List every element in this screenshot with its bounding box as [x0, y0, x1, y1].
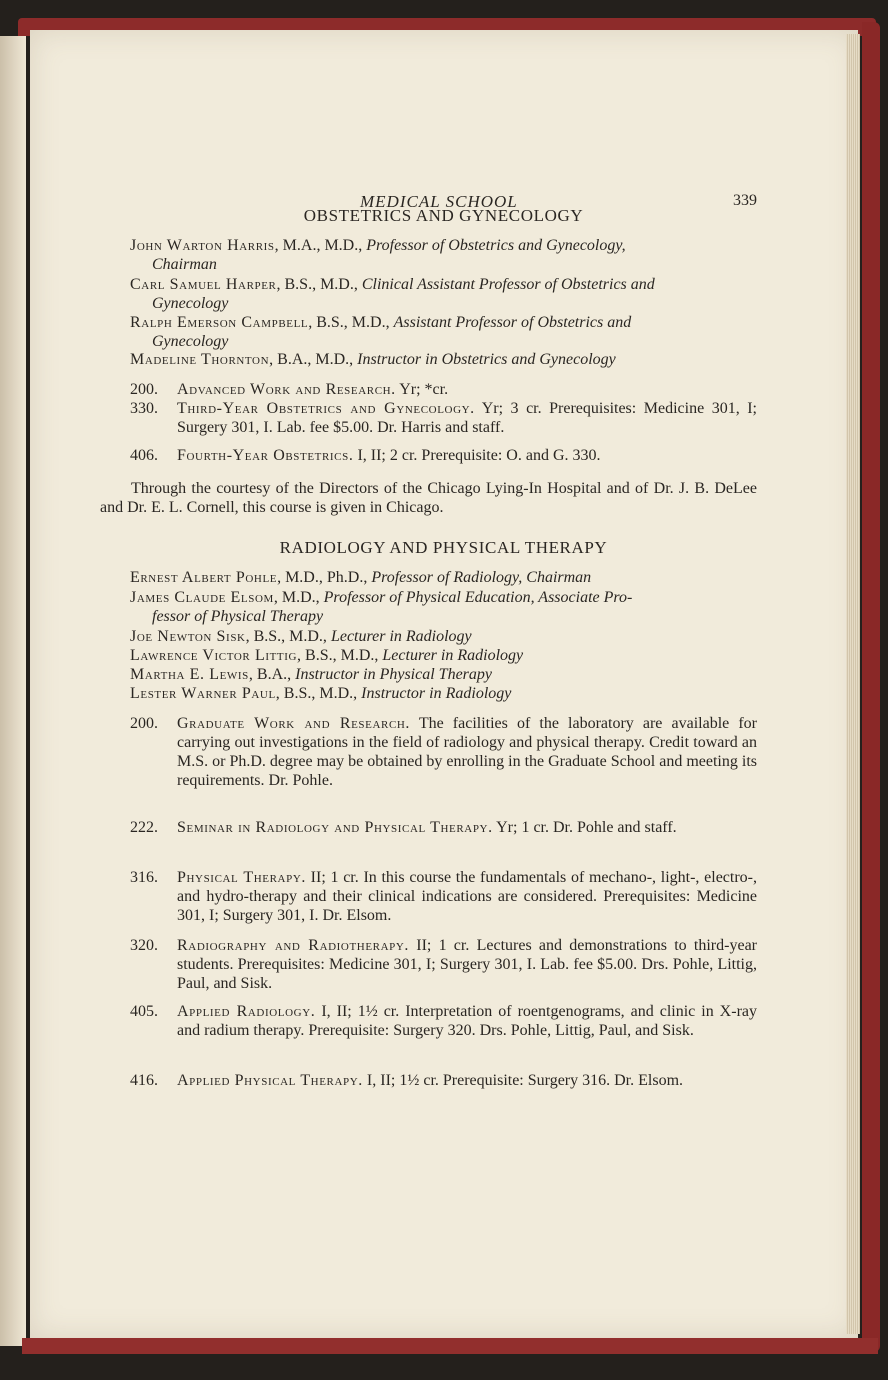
faculty-entry [130, 588, 757, 626]
faculty-name: Martha E. Lewis [130, 666, 249, 683]
faculty-name: Ernest Albert Pohle [130, 569, 278, 586]
faculty-degrees: , B.S., M.D., [276, 276, 362, 293]
course-title: Seminar in Radiology and Physical Therapy. [177, 819, 493, 836]
course-text: II; 1 cr. In this course the fundamentals of mechano-, light-, electro-, and hydro-therapy and their clinical indications are considered. Prerequisites: Medicine 301, I; Surgery 301, I. Dr. Elsom. [177, 869, 757, 924]
faculty-title: Lecturer in Radiology [330, 628, 472, 645]
course-number: 406. [130, 447, 158, 464]
course-title: Radiography and Radiotherapy. [177, 937, 409, 954]
faculty-degrees: , B.A., M.D., [269, 351, 358, 368]
course-number: 222. [130, 819, 158, 836]
faculty-name: Lester Warner Paul [130, 685, 276, 702]
book-page [30, 30, 858, 1338]
course-title: Physical Therapy. [177, 869, 306, 886]
course-entry [130, 936, 757, 993]
faculty-degrees: , M.D., [273, 589, 324, 606]
faculty-degrees: , B.S., M.D., [308, 314, 394, 331]
course-text: I, II; 1½ cr. Interpretation of roentgenograms, and clinic in X-ray and radium therapy. Prerequisite: Surgery 320. Drs. Pohle, Littig, Paul, and Sisk. [177, 1003, 757, 1039]
faculty-title: Lecturer in Radiology [382, 647, 524, 664]
course-entry [130, 868, 757, 925]
faculty-name: John Warton Harris [130, 237, 275, 254]
course-number: 200. [130, 381, 158, 398]
course-number: 316. [130, 869, 158, 886]
course-text: Yr; 1 cr. Dr. Pohle and staff. [492, 819, 677, 836]
course-number: 416. [130, 1072, 158, 1089]
faculty-entry [130, 236, 757, 274]
course-number: 320. [130, 937, 158, 954]
faculty-name: Madeline Thornton [130, 351, 270, 368]
course-number: 330. [130, 400, 158, 417]
book-cover-right [862, 22, 880, 1352]
page-block-edge [846, 34, 860, 1334]
faculty-degrees: , B.S., M.D., [275, 685, 362, 702]
faculty-name: Lawrence Victor Littig [130, 647, 298, 664]
faculty-entry [130, 275, 757, 313]
faculty-entry [130, 350, 757, 369]
course-note-text: Through the courtesy of the Directors of the Chicago Lying-In Hospital and of Dr. J. B. DeLee and Dr. E. L. Cornell, this course is given in Chicago. [100, 480, 757, 516]
faculty-title: Professor of Radiology, Chairman [371, 569, 592, 586]
running-title: MEDICAL SCHOOL [360, 192, 518, 211]
faculty-title-cont: Gynecology [152, 295, 229, 312]
section-heading-obgyn: OBSTETRICS AND GYNECOLOGY [303, 206, 584, 225]
faculty-title: Instructor in Physical Therapy [295, 666, 492, 683]
course-text: The facilities of the laboratory are available for carrying out investigations in the field of radiology and physical therapy. Credit toward an M.S. or Ph.D. degree may be obtained by enrolling in the Graduate School and meeting its requirements. Dr. Pohle. [177, 715, 757, 789]
faculty-title-cont: Chairman [152, 256, 217, 273]
faculty-name: Joe Newton Sisk [130, 628, 246, 645]
faculty-title-cont: fessor of Physical Therapy [152, 608, 324, 625]
faculty-title: Assistant Professor of Obstetrics and [393, 314, 632, 331]
book-cover-bottom [22, 1338, 878, 1354]
course-entry [130, 714, 757, 790]
faculty-title-cont: Gynecology [152, 333, 229, 350]
course-note [100, 479, 757, 517]
faculty-entry [130, 665, 757, 684]
section-heading-radiology: RADIOLOGY AND PHYSICAL THERAPY [279, 538, 608, 557]
faculty-entry [130, 568, 757, 587]
faculty-entry [130, 313, 757, 351]
course-text: Yr; *cr. [395, 381, 449, 398]
faculty-title: Professor of Physical Education, Associate Pro- [323, 589, 633, 606]
faculty-degrees: , M.D., Ph.D., [277, 569, 372, 586]
faculty-name: James Claude Elsom [130, 589, 274, 606]
faculty-title: Clinical Assistant Professor of Obstetrics and [361, 276, 655, 293]
course-title: Third-Year Obstetrics and Gynecology. [177, 400, 475, 417]
facing-page-edge [0, 36, 26, 1346]
faculty-degrees: , M.A., M.D., [274, 237, 367, 254]
faculty-name: Ralph Emerson Campbell [130, 314, 309, 331]
course-title: Fourth-Year Obstetrics. [177, 447, 354, 464]
faculty-title: Professor of Obstetrics and Gynecology, [366, 237, 626, 254]
course-title: Applied Physical Therapy. [177, 1072, 363, 1089]
course-number: 405. [130, 1003, 158, 1020]
page-number: 339 [733, 192, 757, 209]
faculty-entry [130, 684, 757, 703]
faculty-entry [130, 646, 757, 665]
course-text: II; 1 cr. Lectures and demonstrations to third-year students. Prerequisites: Medicine 301, I; Surgery 301, I. Lab. fee $5.00. Drs. Pohle, Littig, Paul, and Sisk. [177, 937, 757, 992]
course-text: I, II; 1½ cr. Prerequisite: Surgery 316. Dr. Elsom. [362, 1072, 684, 1089]
course-text: I, II; 2 cr. Prerequisite: O. and G. 330. [353, 447, 601, 464]
course-entry [130, 380, 757, 399]
course-entry [130, 1002, 757, 1040]
faculty-name: Carl Samuel Harper [130, 276, 277, 293]
faculty-degrees: , B.A., [248, 666, 296, 683]
course-title: Advanced Work and Research. [177, 381, 396, 398]
faculty-degrees: , B.S., M.D., [245, 628, 331, 645]
course-title: Graduate Work and Research. [177, 715, 411, 732]
course-entry [130, 399, 757, 437]
faculty-title: Instructor in Radiology [361, 685, 512, 702]
course-number: 200. [130, 715, 158, 732]
course-entry [130, 1071, 757, 1090]
faculty-title: Instructor in Obstetrics and Gynecology [357, 351, 616, 368]
course-text: Yr; 3 cr. Prerequisites: Medicine 301, I; Surgery 301, I. Lab. fee $5.00. Dr. Harris and staff. [177, 400, 757, 436]
faculty-degrees: , B.S., M.D., [297, 647, 383, 664]
faculty-entry [130, 627, 757, 646]
course-entry [130, 446, 757, 465]
course-title: Applied Radiology. [177, 1003, 316, 1020]
course-entry [130, 818, 757, 837]
